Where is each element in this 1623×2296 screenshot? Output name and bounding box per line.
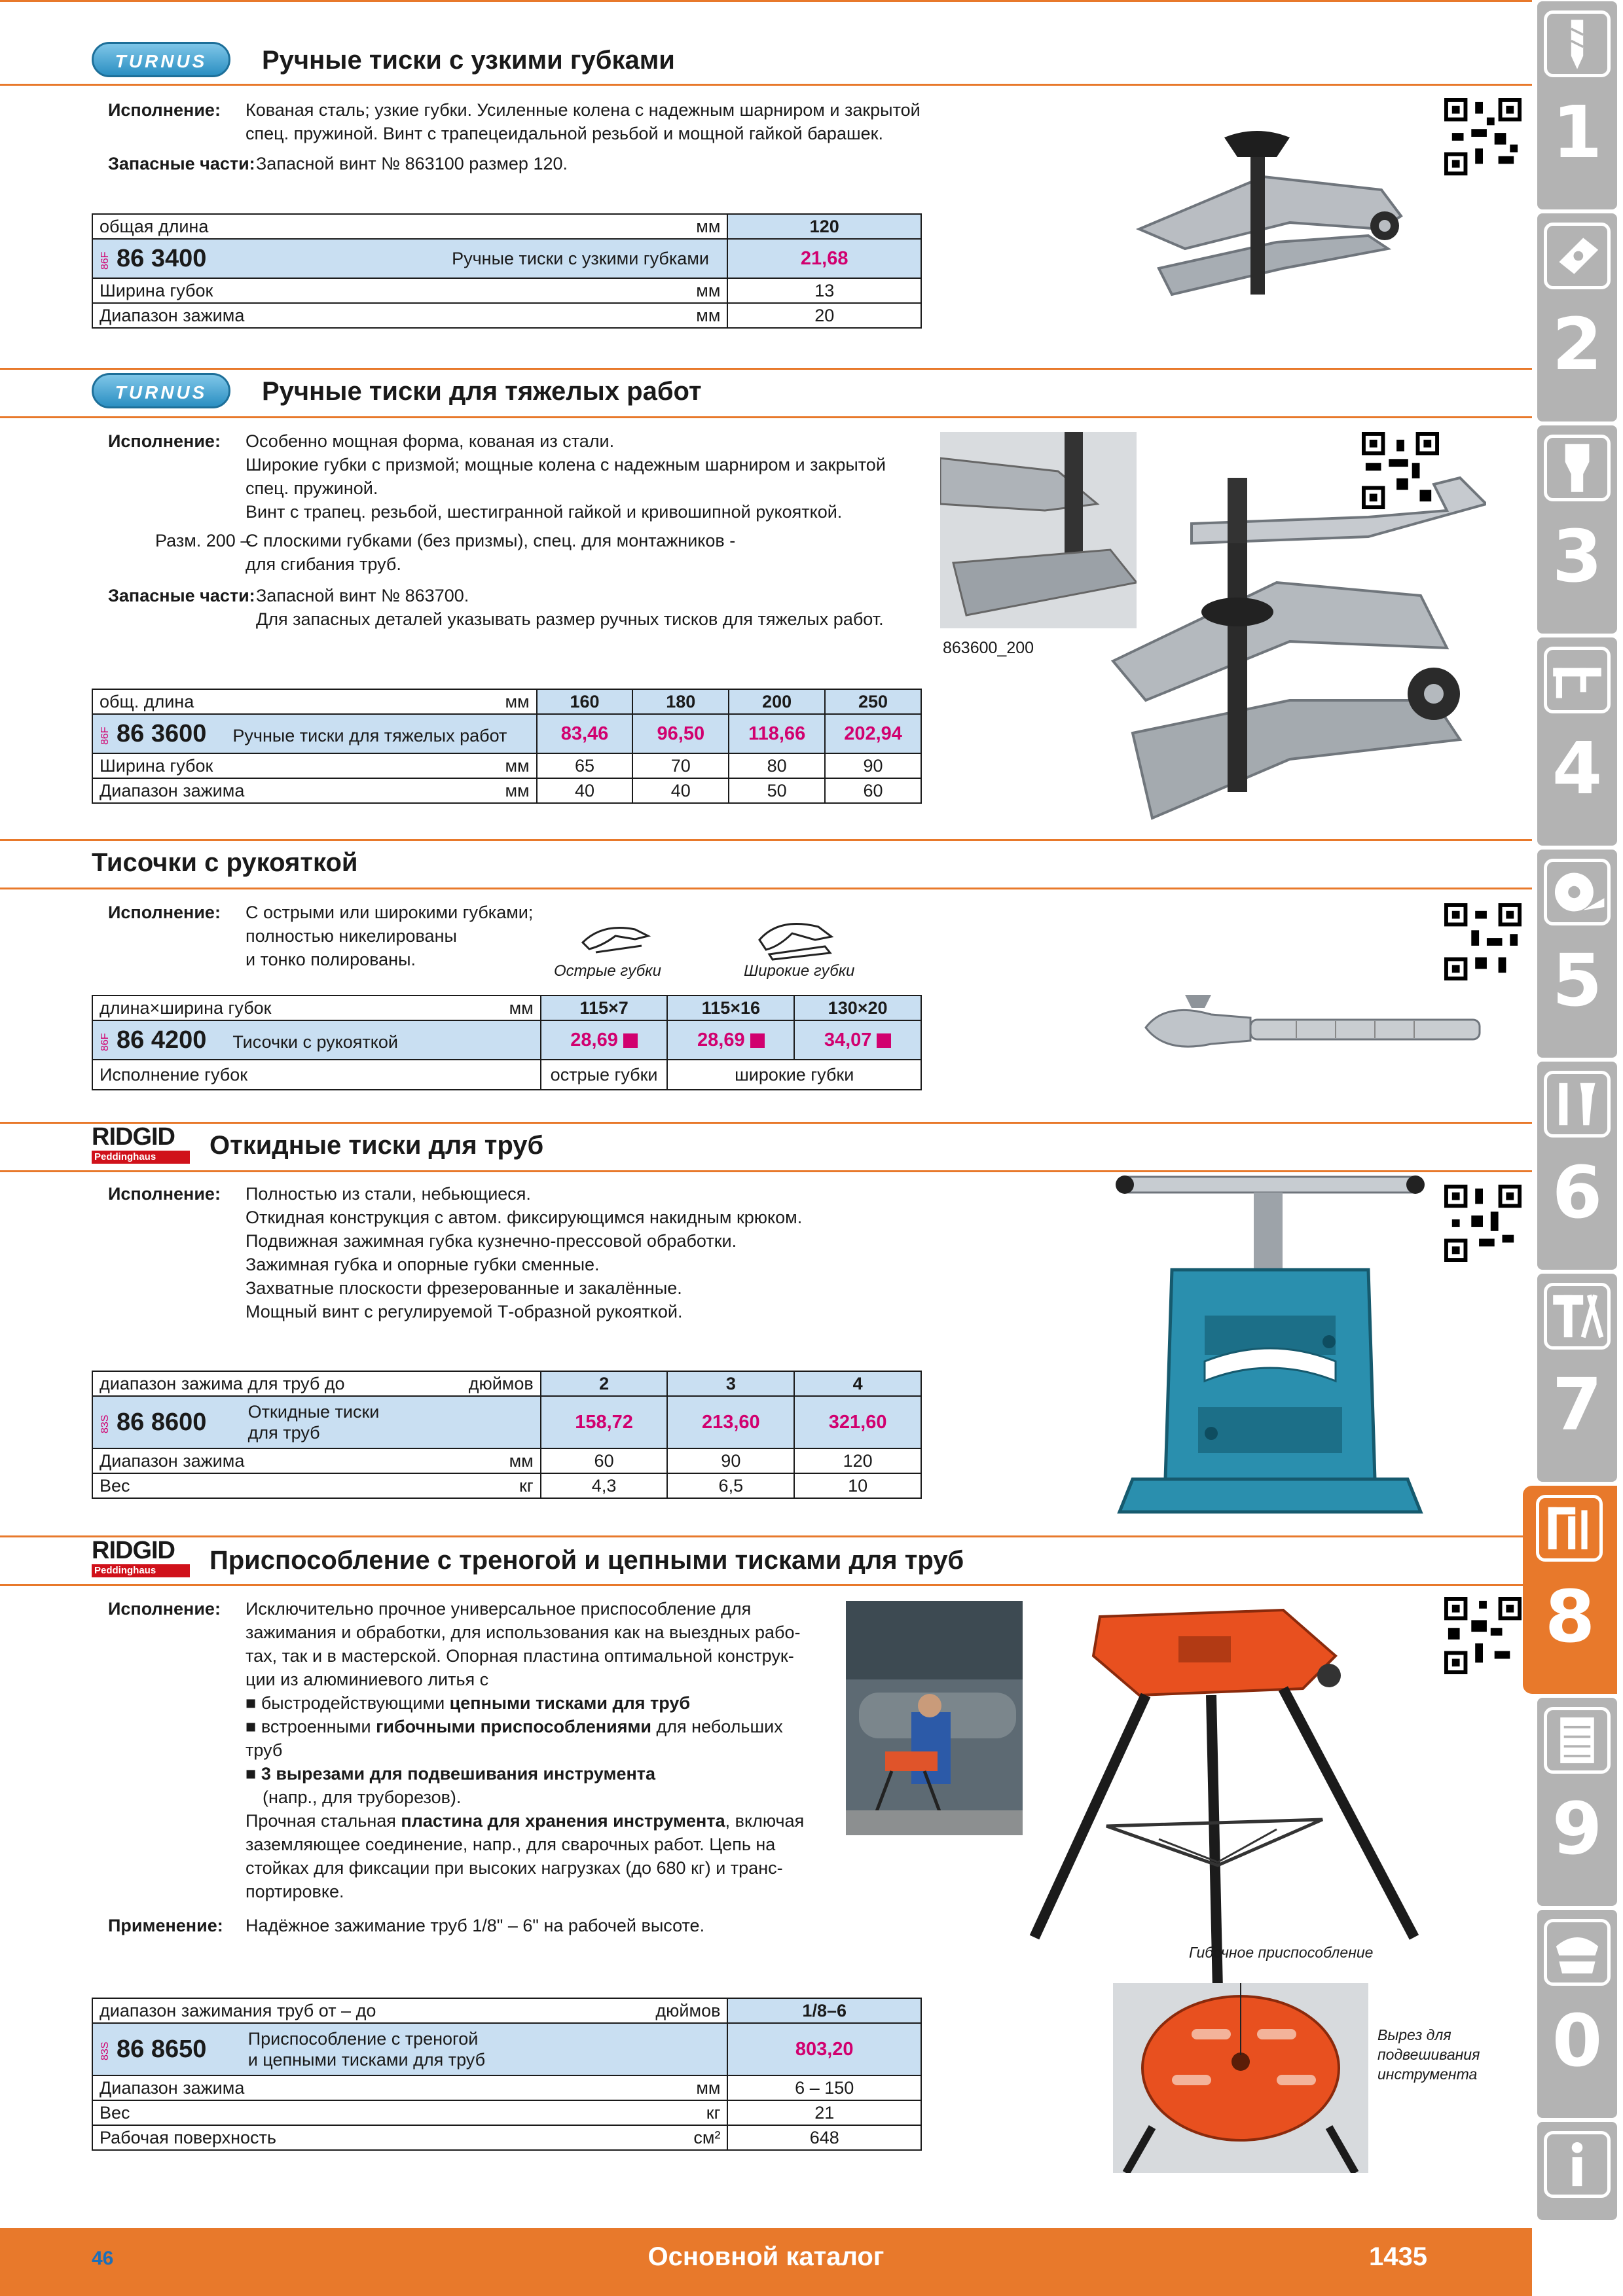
ridgid-logo (92, 1537, 196, 1581)
exec-label: Исполнение: (108, 1599, 221, 1619)
price: 28,69 (570, 1029, 618, 1050)
availability-marker (750, 1033, 765, 1048)
row-value: 20 (727, 303, 921, 328)
exec-label: Исполнение: (108, 431, 221, 451)
row-value: 80 (729, 753, 825, 778)
tab-number: 5 (1552, 939, 1603, 1022)
paragraph-bold: пластина для хранения инструмента (401, 1811, 725, 1831)
row-label: Исполнение губок (92, 1060, 541, 1090)
parts-text: Запасной винт № 863700. Для запасных деталей указывать размер ручных тисков для тяжелых работ. (256, 586, 884, 629)
price-cell (794, 1020, 921, 1060)
row-value: 60 (541, 1448, 668, 1473)
product-name: Откидные тиски для труб (242, 1396, 541, 1448)
article-cell (92, 1020, 541, 1060)
description (108, 1597, 848, 1950)
hand-vise-image (1139, 982, 1486, 1073)
header-label: длина×ширина губок (92, 996, 484, 1020)
bullet-bold: цепными тисками для труб (449, 1693, 691, 1713)
size-label: Разм. 200 – (155, 531, 251, 550)
header-value: 3 (667, 1371, 794, 1396)
row-value: 65 (537, 753, 633, 778)
price: 83,46 (537, 714, 633, 753)
row-label: Вес (92, 1473, 420, 1498)
row-value: острые губки (541, 1060, 668, 1090)
section-title: Приспособление с треногой и цепными тисками для труб (210, 1546, 964, 1575)
row-value: 40 (632, 778, 729, 803)
row-value: 70 (632, 753, 729, 778)
row-label: Диапазон зажима (92, 303, 445, 328)
header-unit: мм (484, 996, 541, 1020)
pipe-vise-image (1106, 1172, 1434, 1538)
parts-label: Запасные части: (108, 586, 255, 605)
exec-label: Исполнение: (108, 1184, 221, 1204)
divider (0, 1535, 1532, 1537)
exec-text: Полностью из стали, небьющиеся. Откидная конструкция с автом. фиксирующимся накидным крюком. Подвижная зажимная губка кузнечно-прессовой обработки. Зажимная губка и опорные губки сменные. Захватные плоскости фрезерованные и закалённые. Мощный винт с регулируемой Т-образной рукояткой. (246, 1184, 803, 1321)
header-value: 1/8–6 (727, 1998, 921, 2023)
wrench-icon (1544, 1071, 1611, 1138)
row-value: 50 (729, 778, 825, 803)
cutout-caption: Вырез для подвешивания инструмента (1377, 2026, 1480, 2083)
divider (0, 84, 1532, 86)
section-title: Тисочки с рукояткой (92, 848, 358, 877)
header-unit: дюймов (420, 1371, 541, 1396)
heavy-duty-vise-image (1093, 452, 1486, 831)
peddinghaus-wordmark: Peddinghaus (92, 1151, 190, 1164)
article-prefix: 83S (100, 1414, 111, 1433)
description (108, 901, 606, 979)
use-label: Применение: (108, 1916, 223, 1935)
row-unit: мм (484, 778, 537, 803)
wide-jaws-sketch (753, 914, 838, 963)
divider (0, 1584, 1532, 1586)
spec-table (92, 689, 922, 804)
exec-text: Кованая сталь; узкие губки. Усиленные колена с надежным шарниром и закрытой спец. пружиной. Винт с трапецеидальной резьбой и мощной гайкой барашек. (246, 100, 921, 143)
bullet-text: (напр., для труборезов). (263, 1787, 462, 1807)
row-value: 6,5 (667, 1473, 794, 1498)
turnus-logo: TURNUS (92, 42, 230, 77)
bullet-text: для небольших труб (246, 1717, 783, 1760)
tab-chapter-2[interactable] (1537, 213, 1617, 422)
article-number: 86 8650 (117, 2035, 207, 2063)
divider (0, 888, 1532, 889)
qr-code (1444, 903, 1522, 980)
product-name: Тисочки с рукояткой (232, 1031, 398, 1052)
section-title: Ручные тиски с узкими губками (262, 46, 675, 75)
row-unit: мм (555, 2075, 728, 2100)
row-unit: кг (555, 2100, 728, 2125)
bullet-item (246, 1762, 835, 1785)
workshop-photo (846, 1601, 1023, 1835)
photo-caption: 863600_200 (943, 639, 1034, 657)
sharp-jaws-caption: Острые губки (554, 962, 661, 980)
price: 202,94 (825, 714, 921, 753)
header-label: общая длина (92, 214, 445, 239)
row-label: Рабочая поверхность (92, 2125, 555, 2150)
parts-text: Запасной винт № 863100 размер 120. (256, 154, 568, 173)
row-label: Ширина губок (92, 753, 484, 778)
tab-number: 6 (1552, 1151, 1603, 1234)
header-unit: мм (484, 689, 537, 714)
availability-marker (623, 1033, 638, 1048)
article-cell (92, 1396, 242, 1448)
spec-table (92, 1998, 922, 2151)
row-unit: см² (555, 2125, 728, 2150)
article-cell (92, 2023, 242, 2075)
bullet-item (246, 1691, 835, 1715)
wide-jaws-caption: Широкие губки (744, 962, 855, 980)
qr-code (1444, 1597, 1522, 1674)
tab-chapter-5[interactable] (1537, 850, 1617, 1058)
peddinghaus-wordmark: Peddinghaus (92, 1564, 190, 1577)
price: 803,20 (727, 2023, 921, 2075)
tab-chapter-9[interactable] (1537, 1698, 1617, 1906)
bullet-text: быстродействующими (261, 1693, 450, 1713)
paragraph (246, 1809, 835, 1903)
row-value: 4,3 (541, 1473, 668, 1498)
vise-icon (1536, 1495, 1603, 1562)
bullet-bold: гибочными приспособлениями (376, 1717, 652, 1736)
article-number: 86 8600 (117, 1408, 207, 1436)
row-value: 120 (794, 1448, 921, 1473)
article-prefix: 86F (100, 1032, 111, 1051)
article-prefix: 86F (100, 726, 111, 745)
row-unit: мм (445, 303, 727, 328)
row-label: Ширина губок (92, 278, 445, 303)
spec-table (92, 1371, 922, 1499)
bullet-text: встроенными (261, 1717, 376, 1736)
description (108, 98, 946, 183)
paragraph-text: , включая заземляющее соединение, напр., для сварочных работ. Цепь на стойках для фиксации при высоких нагрузках (до 680 кг) и транс- портировке. (246, 1811, 805, 1901)
product-name: Ручные тиски с узкими губками (445, 239, 727, 278)
description (108, 1182, 894, 1333)
row-value: 10 (794, 1473, 921, 1498)
article-number: 86 4200 (117, 1026, 207, 1054)
divider (0, 839, 1532, 841)
qr-code (1444, 98, 1522, 175)
header-value: 250 (825, 689, 921, 714)
row-value: 648 (727, 2125, 921, 2150)
header-label: общ. длина (92, 689, 484, 714)
article-prefix: 86F (100, 251, 111, 270)
price: 158,72 (541, 1396, 668, 1448)
divider (0, 0, 1532, 2)
cabinet-icon (1544, 1707, 1611, 1774)
price-cell (541, 1020, 668, 1060)
narrow-jaw-vise-image (1133, 118, 1421, 314)
exec-text: С острыми или широкими губками; полностью никелированы и тонко полированы. (246, 903, 534, 969)
row-unit: мм (445, 278, 727, 303)
tab-number: 4 (1552, 726, 1603, 810)
row-value: 90 (667, 1448, 794, 1473)
row-label: Диапазон зажима (92, 778, 484, 803)
pliers-icon (1544, 1283, 1611, 1350)
header-unit: дюймов (555, 1998, 728, 2023)
page-number-left: 46 (92, 2248, 114, 2269)
divider (0, 416, 1532, 418)
qr-code (1444, 1185, 1522, 1262)
row-label: Диапазон зажима (92, 2075, 555, 2100)
ridgid-wordmark: RIDGID (92, 1537, 175, 1564)
bullet-item (246, 1715, 835, 1762)
row-label: Диапазон зажима (92, 1448, 420, 1473)
tool-holder-icon (1544, 435, 1611, 501)
article-number: 86 3600 (117, 719, 207, 747)
exec-text: Особенно мощная форма, кованая из стали. Широкие губки с призмой; мощные колена с надежным шарниром и закрытой спец. пружиной. Винт с трапец. резьбой, шестигранной гайкой и кривошипной рукояткой. (246, 431, 886, 522)
vise-plate-detail-photo (1113, 1983, 1368, 2173)
bullet-bold: 3 вырезами для подвешивания инструмента (261, 1764, 656, 1784)
bending-device-caption: Гибочное приспособление (1189, 1944, 1374, 1961)
row-value: 90 (825, 753, 921, 778)
use-text: Надёжное зажимание труб 1/8" – 6" на рабочей высоте. (246, 1916, 705, 1935)
info-icon (1544, 2131, 1611, 2198)
divider (0, 368, 1532, 370)
header-value: 130×20 (794, 996, 921, 1020)
row-value: широкие губки (667, 1060, 921, 1090)
price: 21,68 (727, 239, 921, 278)
article-cell (92, 714, 537, 753)
exec-label: Исполнение: (108, 100, 221, 120)
caliper-icon (1544, 647, 1611, 713)
row-unit: кг (420, 1473, 541, 1498)
header-value: 120 (727, 214, 921, 239)
spec-table (92, 213, 922, 329)
section-title: Ручные тиски для тяжелых работ (262, 377, 702, 406)
tab-chapter-1[interactable] (1537, 1, 1617, 209)
description (108, 429, 926, 639)
sharp-jaws-sketch (576, 916, 655, 962)
price: 213,60 (667, 1396, 794, 1448)
spec-table (92, 995, 922, 1090)
saw-disc-icon (1544, 859, 1611, 925)
header-value: 115×16 (667, 996, 794, 1020)
tab-chapter-6[interactable] (1537, 1062, 1617, 1270)
header-unit: мм (445, 214, 727, 239)
tab-number: 9 (1552, 1787, 1603, 1871)
ridgid-logo (92, 1123, 196, 1168)
exec-text: Исключительно прочное универсальное приспособление для зажимания и обработки, для использования как на выездных рабо- тах, так и в мастерской. Опорная пластина оптимальной конструк- ции из алюминиевого литья с (246, 1599, 801, 1689)
product-name: Ручные тиски для тяжелых работ (232, 725, 507, 745)
tab-chapter-8[interactable] (1523, 1486, 1617, 1694)
availability-marker (877, 1033, 891, 1048)
article-prefix: 83S (100, 2041, 111, 2060)
tab-number: 8 (1544, 1575, 1596, 1659)
product-name: Приспособление с треногой и цепными тисками для труб (242, 2023, 728, 2075)
row-value: 60 (825, 778, 921, 803)
header-label: диапазон зажима для труб до (92, 1371, 420, 1396)
size-text: С плоскими губками (без призмы), спец. для монтажников - для сгибания труб. (246, 531, 736, 574)
tab-chapter-0[interactable] (1537, 1910, 1617, 2118)
header-value: 115×7 (541, 996, 668, 1020)
price: 96,50 (632, 714, 729, 753)
row-value: 21 (727, 2100, 921, 2125)
safety-gear-icon (1544, 1919, 1611, 1986)
ridgid-wordmark: RIDGID (92, 1123, 175, 1151)
parts-label: Запасные части: (108, 154, 255, 173)
exec-label: Исполнение: (108, 903, 221, 922)
bullet-marker-icon: ■ (246, 1693, 261, 1713)
bullet-marker-icon: ■ (246, 1717, 261, 1736)
tab-chapter-3[interactable] (1537, 425, 1617, 634)
catalog-title: Основной каталог (647, 2242, 884, 2271)
article-number: 86 3400 (117, 244, 207, 272)
insert-icon (1544, 223, 1611, 289)
tab-number: 3 (1552, 514, 1603, 598)
tab-info[interactable] (1537, 2122, 1617, 2220)
header-value: 2 (541, 1371, 668, 1396)
price: 321,60 (794, 1396, 921, 1448)
drill-bit-icon (1544, 10, 1611, 77)
row-value: 40 (537, 778, 633, 803)
tab-number: 2 (1552, 302, 1603, 386)
row-value: 13 (727, 278, 921, 303)
divider (0, 1122, 1532, 1124)
row-unit: мм (420, 1448, 541, 1473)
row-unit: мм (484, 753, 537, 778)
tab-number: 0 (1552, 1999, 1603, 2083)
price: 28,69 (697, 1029, 745, 1050)
price: 118,66 (729, 714, 825, 753)
header-label: диапазон зажимания труб от – до (92, 1998, 555, 2023)
tab-chapter-7[interactable] (1537, 1274, 1617, 1482)
page-number-right: 1435 (1369, 2242, 1427, 2271)
article-cell (92, 239, 445, 278)
turnus-logo: TURNUS (92, 373, 230, 408)
page-footer (0, 2228, 1532, 2296)
price: 34,07 (824, 1029, 872, 1050)
tab-number: 7 (1552, 1363, 1603, 1446)
header-value: 200 (729, 689, 825, 714)
bullet-marker-icon: ■ (246, 1764, 261, 1784)
tab-chapter-4[interactable] (1537, 637, 1617, 846)
row-label: Вес (92, 2100, 555, 2125)
header-value: 4 (794, 1371, 921, 1396)
section-title: Откидные тиски для труб (210, 1131, 544, 1160)
chapter-tabs (1532, 0, 1623, 2296)
price-cell (667, 1020, 794, 1060)
header-value: 160 (537, 689, 633, 714)
header-value: 180 (632, 689, 729, 714)
row-value: 6 – 150 (727, 2075, 921, 2100)
tab-number: 1 (1552, 90, 1603, 174)
paragraph-text: Прочная стальная (246, 1811, 401, 1831)
